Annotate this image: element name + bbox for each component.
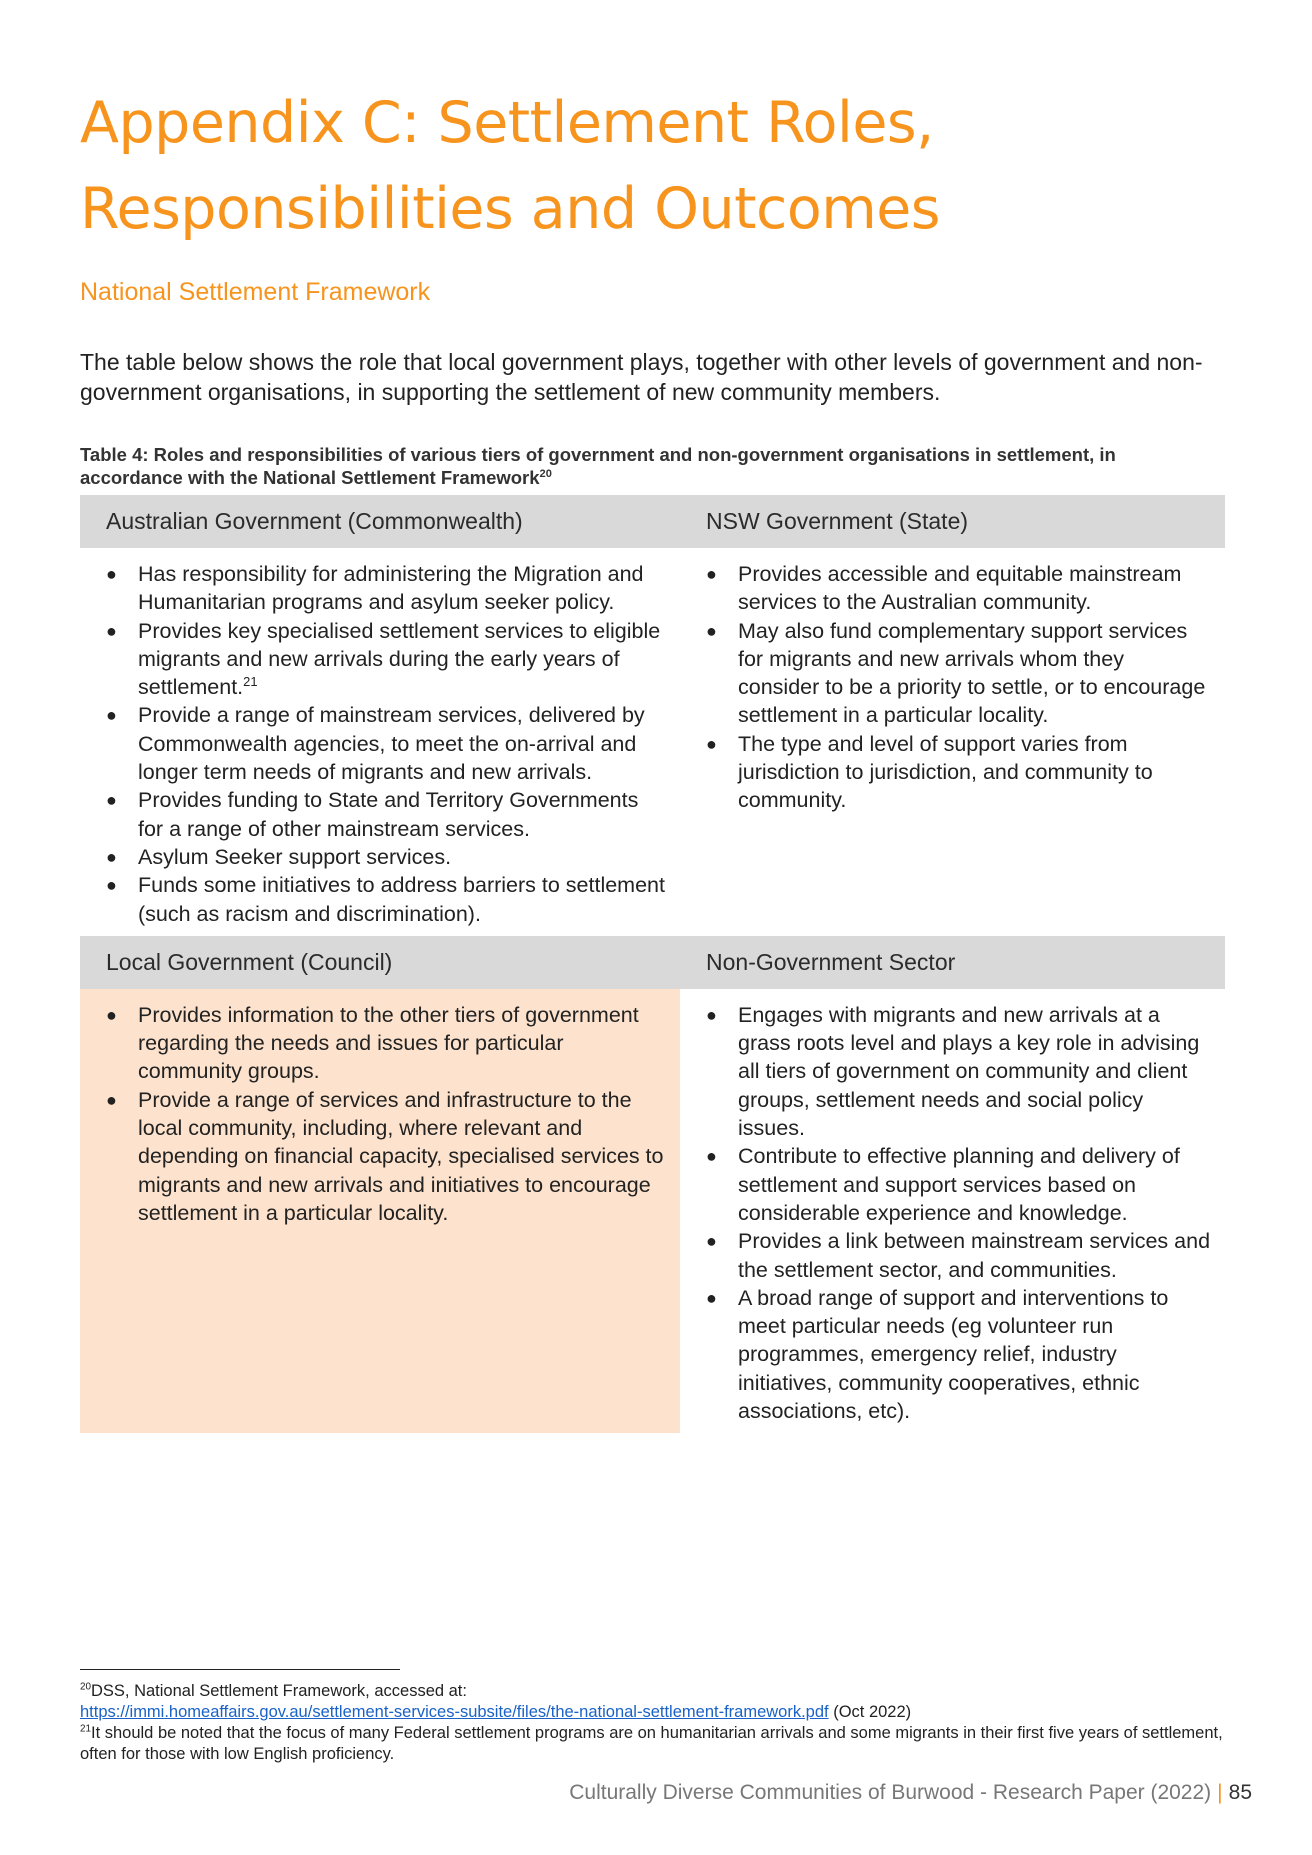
footnote-link[interactable]: https://immi.homeaffairs.gov.au/settlement-services-subsite/files/the-national-settlement-framework.pdf xyxy=(80,1703,829,1721)
commonwealth-list xyxy=(94,560,666,928)
table-body-row-2 xyxy=(80,989,1225,1433)
header-local: Local Government (Council) xyxy=(80,936,680,989)
page-number: 85 xyxy=(1228,1781,1252,1804)
header-commonwealth: Australian Government (Commonwealth) xyxy=(80,495,680,548)
list-item: ● The type and level of support varies from jurisdiction to jurisdiction, and community to community. xyxy=(706,731,1153,813)
bullet-icon: ● xyxy=(106,1004,117,1025)
cell-local xyxy=(80,989,680,1433)
table-body-row-1 xyxy=(80,548,1225,936)
list-item: ● Has responsibility for administering the Migration and Humanitarian programs and asylum seeker policy. xyxy=(106,562,644,615)
footer-separator: | xyxy=(1217,1781,1223,1804)
header-ngo: Non-Government Sector xyxy=(680,936,1225,989)
list-item: ● Provides key specialised settlement services to eligible migrants and new arrivals during the early years of settlement.$^{21}$ xyxy=(106,618,661,700)
bullet-icon: ● xyxy=(706,564,717,584)
bullet-icon: ● xyxy=(106,620,117,641)
list-item: ● Provides information to the other tiers of government regarding the needs and issues for particular community groups. xyxy=(106,1002,639,1084)
bullet-icon: ● xyxy=(106,875,117,896)
header-state: NSW Government (State) xyxy=(680,495,1225,548)
page-footer xyxy=(569,1781,1252,1805)
footnote-ref-21[interactable]: 21 xyxy=(243,674,258,690)
bullet-icon: ● xyxy=(706,620,717,641)
list-item: ● May also fund complementary support services for migrants and new arrivals whom they consider to be a priority to settle, or to encourage settlement in a particular locality. xyxy=(706,618,1206,728)
list-item: ● Asylum Seeker support services. xyxy=(94,843,666,871)
footnote-ref-20[interactable]: 20 xyxy=(539,467,552,480)
list-item: ● Contribute to effective planning and delivery of settlement and support services based on considerable experience and knowledge. xyxy=(706,1144,1180,1225)
list-item: ● Provides funding to State and Territory Governments for a range of other mainstream services. xyxy=(106,788,639,841)
title-line-1: Appendix C: Settlement Roles, xyxy=(80,90,934,156)
bullet-icon: ● xyxy=(106,1089,117,1110)
bullet-icon: ● xyxy=(706,1231,717,1252)
bullet-icon: ● xyxy=(106,790,117,811)
footnote-21: $^{21}$It should be noted that the focus of many Federal settlement programs are on humanitarian arrivals and some migrants in their first five years of settlement, often for those with low English proficiency. xyxy=(80,1723,1223,1763)
footnote-divider xyxy=(80,1669,400,1670)
section-subtitle: National Settlement Framework xyxy=(80,278,431,306)
roles-table xyxy=(80,495,1225,1433)
footer-text: Culturally Diverse Communities of Burwood - Research Paper (2022) xyxy=(569,1781,1212,1804)
table-caption xyxy=(80,443,1190,489)
list-item: ● Provide a range of mainstream services, delivered by Commonwealth agencies, to meet the on-arrival and longer term needs of migrants and new arrivals. xyxy=(106,703,645,785)
table-caption-text: Table 4: Roles and responsibilities of various tiers of government and non-government organisations in settlement, in accordance with the National Settlement Framework xyxy=(80,444,1116,488)
list-item: ● Funds some initiatives to address barriers to settlement (such as racism and discrimination). xyxy=(106,873,665,926)
cell-commonwealth xyxy=(80,548,680,936)
bullet-icon: ● xyxy=(706,733,717,754)
cell-ngo xyxy=(680,989,1225,1433)
footnote-20-source: https://immi.homeaffairs.gov.au/settlement-services-subsite/files/the-national-settlement-framework.pdf (Oct 2022) xyxy=(80,1703,912,1721)
bullet-icon: ● xyxy=(106,705,117,726)
table-header-row-2 xyxy=(80,936,1225,989)
list-item: ● Provides a link between mainstream services and the settlement sector, and communities. xyxy=(706,1229,1211,1282)
list-item: ● A broad range of support and interventions to meet particular needs (eg volunteer run programmes, emergency relief, industry initiatives, community cooperatives, ethnic associations, etc). xyxy=(706,1285,1169,1424)
intro-paragraph: The table below shows the role that local government plays, together with other levels of government and non-government organisations, in supporting the settlement of new community members. xyxy=(80,349,1203,405)
list-item: ● Engages with migrants and new arrivals at a grass roots level and plays a key role in advising all tiers of government on community and client groups, settlement needs and social policy issues. xyxy=(706,1002,1200,1141)
bullet-icon: ● xyxy=(106,846,117,867)
bullet-icon: ● xyxy=(706,1146,717,1167)
local-list xyxy=(94,1001,666,1227)
footnotes xyxy=(80,1681,1260,1765)
bullet-icon: ● xyxy=(706,1287,717,1308)
page-title xyxy=(80,80,940,252)
title-line-2: Responsibilities and Outcomes xyxy=(80,176,940,242)
list-item: ● Provides accessible and equitable mainstream services to the Australian community. xyxy=(706,562,1182,615)
table-header-row-1 xyxy=(80,495,1225,548)
cell-state xyxy=(680,548,1225,936)
bullet-icon: ● xyxy=(106,564,117,584)
state-list xyxy=(694,560,1211,815)
bullet-icon: ● xyxy=(706,1004,717,1025)
ngo-list xyxy=(694,1001,1211,1425)
footnote-20: $^{20}$DSS, National Settlement Framework, accessed at: xyxy=(80,1681,467,1700)
list-item: ● Provide a range of services and infrastructure to the local community, including, where relevant and depending on financial capacity, specialised services to migrants and new arrivals and initiatives to encourage settlement in a particular locality. xyxy=(106,1087,664,1225)
